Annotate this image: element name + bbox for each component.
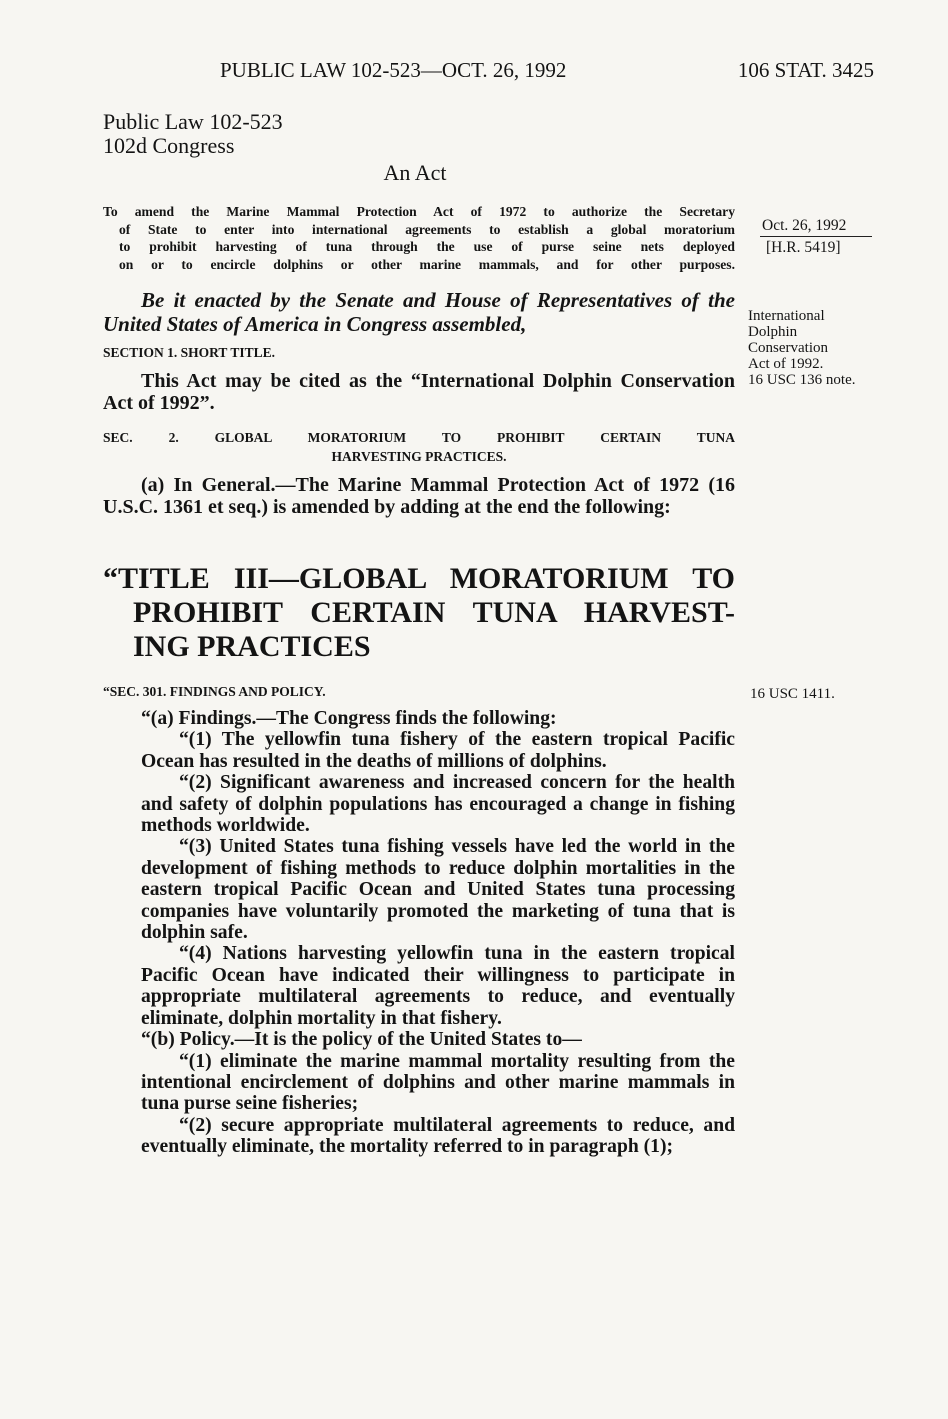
policy-item: “(2) secure appropriate multilateral agreements to reduce, and eventually eliminate, the mortality referred to in paragraph (1); bbox=[141, 1114, 735, 1158]
margin-date: Oct. 26, 1992 bbox=[762, 217, 847, 234]
margin-bill-number: [H.R. 5419] bbox=[766, 239, 841, 256]
margin-short-title-note bbox=[748, 308, 856, 388]
title-3-line: “TITLE III—GLOBAL MORATORIUM TO bbox=[103, 562, 735, 595]
section-2-heading-line: HARVESTING PRACTICES. bbox=[331, 449, 507, 464]
section-301-body bbox=[103, 708, 735, 1158]
margin-note-line: Conservation bbox=[748, 340, 828, 356]
section-2-heading bbox=[103, 428, 735, 466]
section-1-heading: SECTION 1. SHORT TITLE. bbox=[103, 345, 275, 360]
title-3-heading bbox=[103, 562, 735, 664]
congress-label: 102d Congress bbox=[103, 133, 235, 158]
public-law-number: Public Law 102-523 bbox=[103, 109, 283, 134]
enacting-clause: Be it enacted by the Senate and House of Representatives of the United States of America in Congress assembled, bbox=[103, 288, 735, 336]
margin-sec301-note: 16 USC 1411. bbox=[750, 686, 835, 702]
purpose-line: To amend the Marine Mammal Protection Act of 1972 to authorize the Secretary bbox=[103, 204, 735, 219]
purpose-line: on or to encircle dolphins or other marine mammals, and for other purposes. bbox=[119, 256, 735, 272]
margin-note-line: 16 USC 136 note. bbox=[748, 372, 856, 388]
page-header bbox=[100, 58, 880, 88]
title-3-line: PROHIBIT CERTAIN TUNA HARVEST- bbox=[133, 596, 735, 629]
title-3-line: ING PRACTICES bbox=[133, 630, 371, 663]
margin-note-line: Act of 1992. bbox=[748, 356, 824, 372]
act-label: An Act bbox=[383, 160, 447, 185]
running-head: PUBLIC LAW 102-523—OCT. 26, 1992 bbox=[220, 58, 567, 82]
act-purpose bbox=[103, 203, 735, 273]
section-1-text: This Act may be cited as the “International Dolphin Conservation Act of 1992”. bbox=[103, 370, 735, 414]
margin-note-line: International bbox=[748, 308, 825, 324]
policy-heading: “(b) Policy.—It is the policy of the United States to— bbox=[141, 1029, 582, 1051]
section-2a-text: (a) In General.—The Marine Mammal Protection Act of 1972 (16 U.S.C. 1361 et seq.) is amended by adding at the end the following: bbox=[103, 474, 735, 518]
section-301-heading: “SEC. 301. FINDINGS AND POLICY. bbox=[103, 684, 326, 699]
finding-item: “(3) United States tuna fishing vessels have led the world in the development of fishing methods to reduce dolphin mortalities in the eastern tropical Pacific Ocean and United States tuna processing companies have voluntarily promoted the marketing of tuna that is dolphin safe. bbox=[141, 836, 735, 944]
finding-item: “(1) The yellowfin tuna fishery of the eastern tropical Pacific Ocean has resulted in the deaths of millions of dolphins. bbox=[141, 729, 735, 772]
purpose-line: to prohibit harvesting of tuna through the use of purse seine nets deployed bbox=[119, 239, 735, 254]
policy-item: “(1) eliminate the marine mammal mortality resulting from the intentional encirclement of dolphins and other marine mammals in tuna purse seine fisheries; bbox=[141, 1050, 735, 1115]
stat-page-number: 106 STAT. 3425 bbox=[737, 58, 874, 82]
section-2-heading-line: SEC. 2. GLOBAL MORATORIUM TO PROHIBIT CERTAIN TUNA bbox=[103, 430, 735, 445]
margin-rule bbox=[760, 236, 872, 237]
purpose-line: of State to enter into international agreements to establish a global moratorium bbox=[119, 221, 735, 237]
finding-item: “(2) Significant awareness and increased concern for the health and safety of dolphin populations has encouraged a change in fishing methods worldwide. bbox=[141, 772, 735, 837]
margin-note-line: Dolphin bbox=[748, 324, 798, 340]
findings-heading: “(a) Findings.—The Congress finds the following: bbox=[141, 708, 557, 729]
finding-item: “(4) Nations harvesting yellowfin tuna in the eastern tropical Pacific Ocean have indicated their willingness to participate in appropriate multilateral agreements to reduce, and eventually eliminate, dolphin mortality in that fishery. bbox=[141, 943, 735, 1029]
